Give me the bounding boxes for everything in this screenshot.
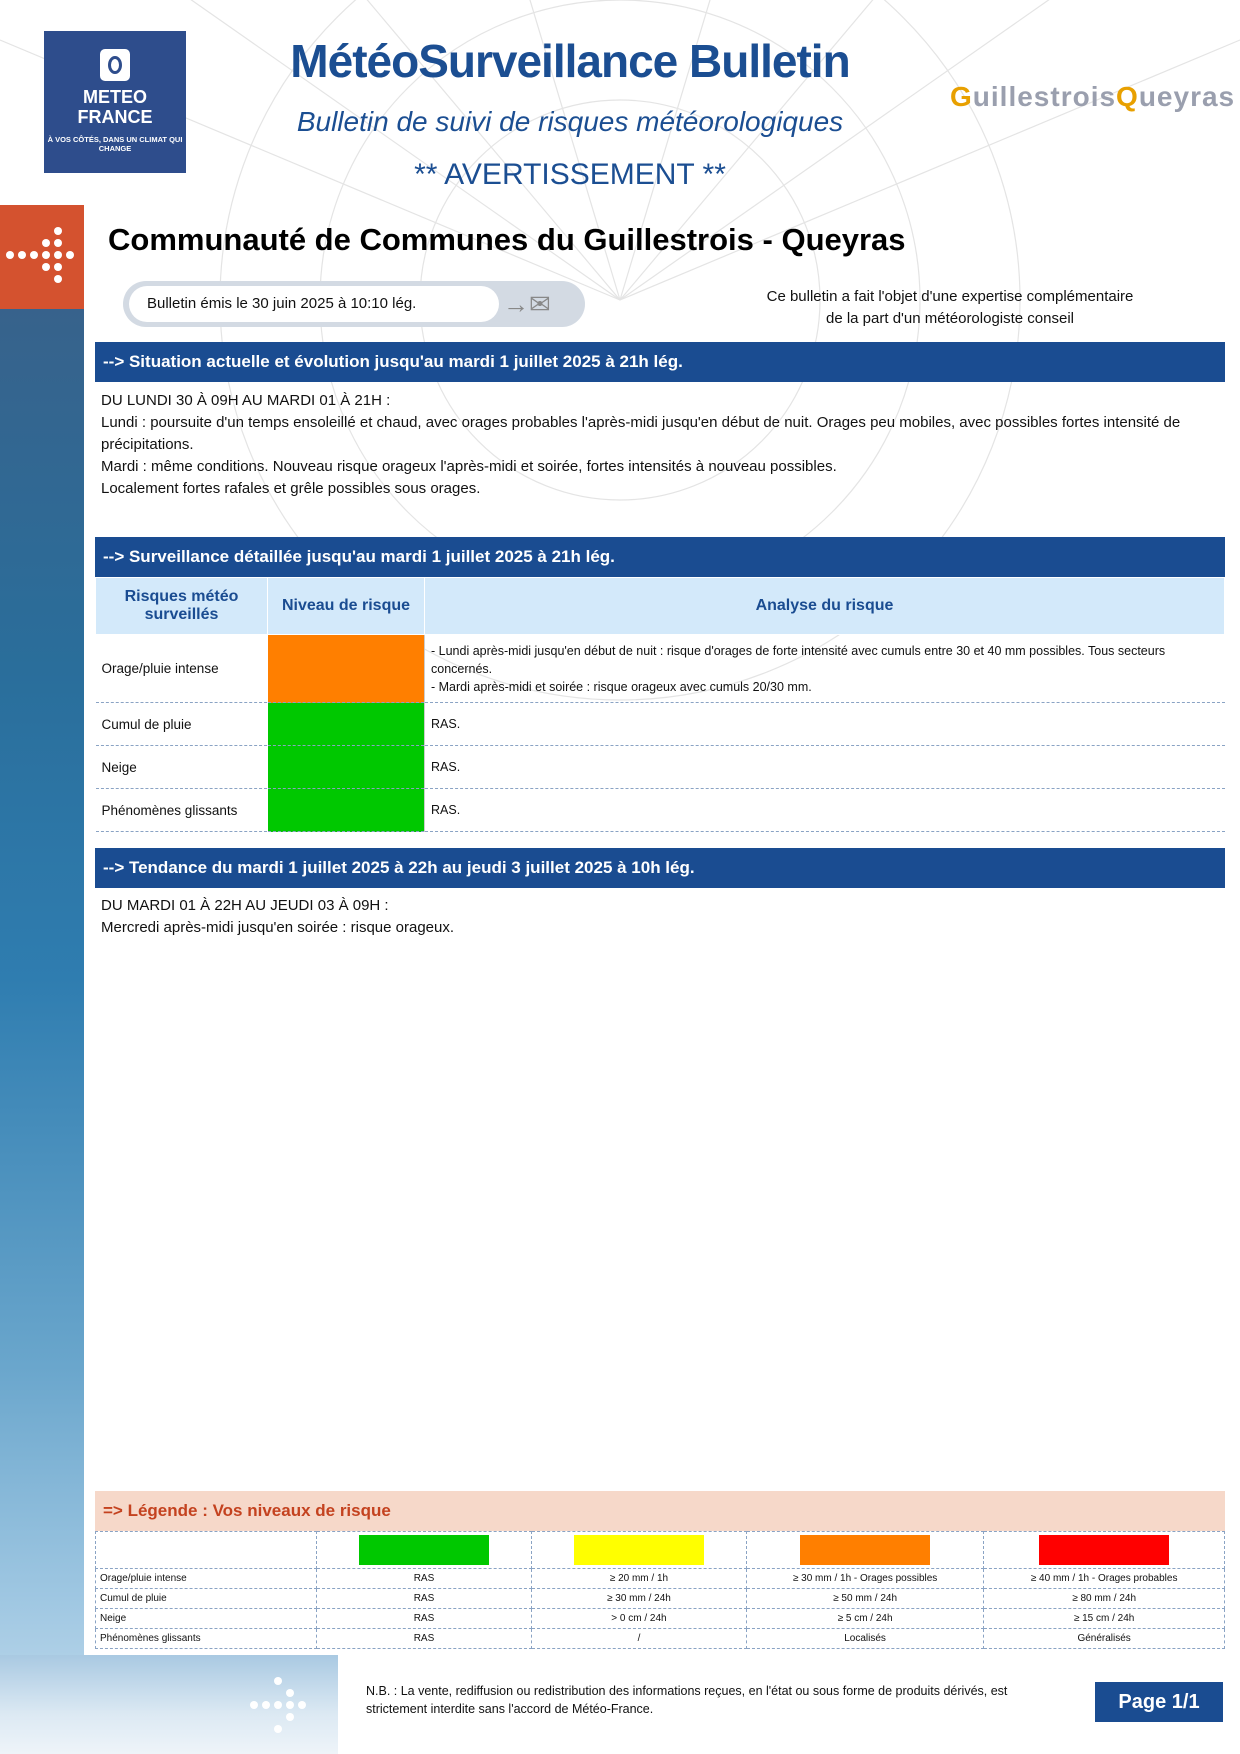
legend-cell: > 0 cm / 24h [531, 1609, 746, 1629]
risk-analysis: RAS. [425, 746, 1225, 789]
legend-cell [317, 1532, 532, 1569]
wm-mid: uillestrois [972, 81, 1117, 112]
bulletin-issued-date: Bulletin émis le 30 juin 2025 à 10:10 lég. [129, 286, 499, 322]
risk-level-green [268, 789, 425, 832]
risk-analysis [425, 635, 1225, 703]
meteo-france-emblem-icon [100, 49, 130, 81]
page-title: MétéoSurveillance Bulletin [290, 35, 850, 87]
legend-cell: ≥ 5 cm / 24h [746, 1609, 983, 1629]
legend-swatch-green [359, 1535, 489, 1565]
legend-cell: RAS [317, 1629, 532, 1649]
analysis-line: - Lundi après-midi jusqu'en début de nuit : risque d'orages de forte intensité avec cumuls entre 30 et 40 mm possibles. Tous secteurs concernés. [431, 643, 1166, 676]
situation-line: Lundi : poursuite d'un temps ensoleillé et chaud, avec orages probables l'après-midi jusqu'en début de nuit. Orages peu mobiles, avec possibles fortes intensité de précipitations. [101, 414, 1181, 453]
legend-cell: RAS [317, 1609, 532, 1629]
legend-row [96, 1569, 1225, 1589]
situation-line: Mardi : même conditions. Nouveau risque orageux l'après-midi et soirée, fortes intensités à nouveau possibles. [101, 458, 837, 475]
risk-name: Cumul de pluie [96, 703, 268, 746]
risk-name: Neige [96, 746, 268, 789]
legend-cell: RAS [317, 1569, 532, 1589]
analysis-line: - Mardi après-midi et soirée : risque orageux avec cumuls 20/30 mm. [431, 679, 812, 694]
legend-cell: ≥ 80 mm / 24h [984, 1589, 1225, 1609]
forward-email-icon[interactable]: →✉ [503, 289, 551, 319]
wm-end: ueyras [1138, 81, 1236, 112]
risk-analysis: RAS. [425, 789, 1225, 832]
legend-cell: ≥ 30 mm / 24h [531, 1589, 746, 1609]
situation-heading: --> Situation actuelle et évolution jusqu'au mardi 1 juillet 2025 à 21h lég. [95, 342, 1225, 382]
table-row [96, 746, 1225, 789]
footer-notice: N.B. : La vente, rediffusion ou redistribution des informations reçues, en l'état ou sous forme de produits dérivés, est strictement interdite sans l'accord de Météo-France. [366, 1684, 1008, 1716]
logo-line2: FRANCE [77, 107, 153, 127]
risk-level-green [268, 703, 425, 746]
legend-row [96, 1629, 1225, 1649]
table-row [96, 635, 1225, 703]
tendance-line: DU MARDI 01 À 22H AU JEUDI 03 À 09H : [101, 897, 389, 914]
col-level-header: Niveau de risque [268, 578, 425, 635]
bulletin-header [0, 0, 1240, 205]
bottom-sky-decoration [0, 1655, 338, 1754]
legend-cell [531, 1532, 746, 1569]
logo-line1: METEO [82, 87, 147, 107]
page-number: Page 1/1 [1095, 1682, 1223, 1722]
legend-label: Orage/pluie intense [96, 1569, 317, 1589]
expertise-line1: Ce bulletin a fait l'objet d'une expertise complémentaire [766, 288, 1134, 305]
legend-label: Phénomènes glissants [96, 1629, 317, 1649]
situation-text [101, 390, 1223, 500]
risk-name: Orage/pluie intense [96, 635, 268, 703]
legend-cell [746, 1532, 983, 1569]
expertise-line2: de la part d'un météorologiste conseil [825, 310, 1074, 327]
wm-q: Q [1116, 81, 1139, 112]
commune-title: Communauté de Communes du Guillestrois - Queyras [108, 222, 906, 257]
risk-analysis: RAS. [425, 703, 1225, 746]
risk-level-orange [268, 635, 425, 703]
col-analysis-header: Analyse du risque [425, 578, 1225, 635]
surveillance-heading: --> Surveillance détaillée jusqu'au mardi 1 juillet 2025 à 21h lég. [95, 537, 1225, 577]
meteo-france-logo [44, 31, 186, 173]
risk-table-header [96, 578, 1225, 635]
logo-tagline: À VOS CÔTÉS, DANS UN CLIMAT QUI CHANGE [47, 135, 183, 153]
wm-g: G [950, 81, 973, 112]
situation-line: DU LUNDI 30 À 09H AU MARDI 01 À 21H : [101, 392, 391, 409]
risk-table [95, 577, 1225, 832]
expertise-note [700, 286, 1200, 330]
tendance-text [101, 895, 1223, 939]
legend-cell: RAS [317, 1589, 532, 1609]
legend-empty-cell [96, 1532, 317, 1569]
legend-swatch-yellow [574, 1535, 704, 1565]
table-row [96, 703, 1225, 746]
legend-cell: Localisés [746, 1629, 983, 1649]
legend-cell: Généralisés [984, 1629, 1225, 1649]
tendance-heading: --> Tendance du mardi 1 juillet 2025 à 22h au jeudi 3 juillet 2025 à 10h lég. [95, 848, 1225, 888]
legend-cell: ≥ 30 mm / 1h - Orages possibles [746, 1569, 983, 1589]
legend-cell [984, 1532, 1225, 1569]
legend-row [96, 1609, 1225, 1629]
legend-cell: ≥ 50 mm / 24h [746, 1589, 983, 1609]
orange-brand-block [0, 205, 84, 309]
guillestrois-queyras-watermark [950, 80, 1236, 112]
legend-cell: / [531, 1629, 746, 1649]
tendance-line: Mercredi après-midi jusqu'en soirée : risque orageux. [101, 919, 455, 936]
legend-row [96, 1589, 1225, 1609]
legend-cell: ≥ 20 mm / 1h [531, 1569, 746, 1589]
legend-swatch-red [1039, 1535, 1169, 1565]
legend-swatch-orange [800, 1535, 930, 1565]
table-row [96, 789, 1225, 832]
legend-label: Cumul de pluie [96, 1589, 317, 1609]
legend-cell: ≥ 40 mm / 1h - Orages probables [984, 1569, 1225, 1589]
page-subtitle: Bulletin de suivi de risques météorologiques [296, 106, 844, 137]
sky-side-band [0, 205, 84, 1754]
legend-swatch-row [96, 1532, 1225, 1569]
situation-line: Localement fortes rafales et grêle possibles sous orages. [101, 480, 481, 497]
legend-table [95, 1531, 1225, 1649]
legend-label: Neige [96, 1609, 317, 1629]
legend-cell: ≥ 15 cm / 24h [984, 1609, 1225, 1629]
legend-heading: => Légende : Vos niveaux de risque [95, 1491, 1225, 1531]
risk-name: Phénomènes glissants [96, 789, 268, 832]
risk-level-green [268, 746, 425, 789]
col-risk-header: Risques météo surveillés [96, 578, 268, 635]
warning-label: ** AVERTISSEMENT ** [414, 158, 726, 191]
bulletin-issue-box [123, 281, 585, 327]
